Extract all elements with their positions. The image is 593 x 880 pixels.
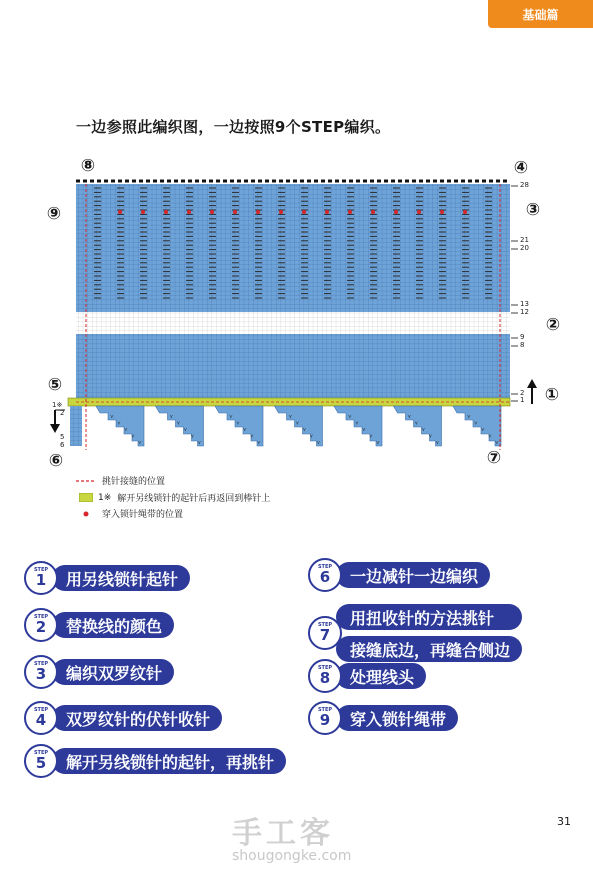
svg-text:⋎: ⋎: [467, 414, 471, 420]
step-badge: STEP 2: [24, 608, 58, 642]
knit-up-arrow: [527, 379, 537, 404]
svg-text:⋎: ⋎: [435, 440, 440, 446]
row-number: 8: [520, 341, 525, 349]
row-number: 20: [520, 244, 529, 252]
row-number: 2: [520, 389, 525, 397]
step-badge: STEP 7: [308, 616, 342, 650]
chart-marker-7: ⑦: [486, 448, 502, 468]
svg-text:⋎: ⋎: [169, 414, 174, 420]
row-number: 13: [520, 300, 529, 308]
chart-marker-8: ⑧: [80, 156, 96, 176]
step-label: 解开另线锁针的起针，再挑针: [52, 748, 286, 774]
knitting-chart: [0, 150, 593, 630]
chart-marker-4: ④: [513, 158, 529, 178]
step-label: 穿入锁针绳带: [336, 705, 458, 731]
section-tab: 基础篇: [488, 0, 593, 28]
legend-label: 穿入锁针绳带的位置: [102, 510, 184, 520]
step-badge: STEP 3: [24, 655, 58, 689]
svg-text:⋎: ⋎: [288, 414, 293, 420]
decrease-triangles: [96, 406, 501, 446]
step-badge: STEP 8: [308, 659, 342, 693]
step-1: [24, 561, 190, 595]
chart-marker-9: ⑨: [46, 204, 62, 224]
watermark-logo: 手工客: [232, 816, 334, 851]
svg-text:⋎: ⋎: [190, 433, 195, 440]
chart-marker-5: ⑤: [47, 375, 63, 395]
svg-text:⋎: ⋎: [257, 440, 261, 446]
svg-text:⋎: ⋎: [369, 433, 373, 440]
svg-text:⋎: ⋎: [474, 420, 478, 427]
svg-text:⋎: ⋎: [176, 420, 181, 427]
svg-text:⋎: ⋎: [488, 433, 492, 440]
svg-text:⋎: ⋎: [414, 420, 419, 427]
step-label: 用扭收针的方法挑针: [336, 604, 522, 630]
row-number: 1: [520, 396, 525, 404]
svg-text:⋎: ⋎: [197, 440, 202, 446]
svg-text:⋎: ⋎: [376, 440, 380, 446]
svg-text:⋎: ⋎: [495, 440, 499, 446]
step-badge: STEP 6: [308, 558, 342, 592]
svg-text:⋎: ⋎: [110, 414, 114, 420]
row-number-left: 5: [60, 433, 65, 441]
step-label-group: [336, 604, 522, 662]
step-9: [308, 701, 458, 735]
legend-provisional: [76, 491, 270, 504]
step-badge: STEP 4: [24, 701, 58, 735]
legend-label: 挑针接缝的位置: [102, 477, 166, 487]
row-number: 21: [520, 236, 529, 244]
chart-marker-1: ①: [544, 385, 560, 405]
svg-text:⋎: ⋎: [309, 433, 314, 440]
watermark-url: shougongke.com: [232, 848, 352, 864]
green-swatch-icon: [76, 493, 96, 502]
step-7: [308, 604, 522, 662]
step-label: 替换线的颜色: [52, 612, 174, 638]
step-6: [308, 558, 490, 592]
step-label: 处理线头: [336, 663, 426, 689]
svg-text:⋎: ⋎: [138, 440, 142, 446]
svg-text:⋎: ⋎: [407, 414, 412, 420]
step-badge: STEP 1: [24, 561, 58, 595]
svg-text:⋎: ⋎: [428, 433, 433, 440]
row-number: 28: [520, 181, 529, 189]
row-number-left: 6: [60, 441, 65, 449]
step-8: [308, 659, 426, 693]
svg-text:⋎: ⋎: [250, 433, 254, 440]
dashed-line-icon: [76, 479, 96, 483]
row-number-left: 2: [60, 409, 65, 417]
step-label: 一边减针一边编织: [336, 562, 490, 588]
legend-label: 解开另线锁针的起针后再返回到棒针上: [117, 494, 271, 504]
row-number-left: 1※: [52, 401, 63, 409]
step-label: 编织双罗纹针: [52, 659, 174, 685]
svg-text:⋎: ⋎: [131, 433, 135, 440]
svg-text:⋎: ⋎: [124, 427, 128, 433]
step-badge: STEP 9: [308, 701, 342, 735]
svg-text:⋎: ⋎: [348, 414, 352, 420]
page-heading: 一边参照此编织图，一边按照9个STEP编织。: [76, 118, 391, 136]
step-label: 双罗纹针的伏针收针: [52, 705, 222, 731]
svg-text:⋎: ⋎: [236, 420, 240, 427]
step-3: [24, 655, 174, 689]
legend-mark-text: 1※: [98, 492, 112, 503]
page-number: 31: [557, 815, 571, 828]
svg-text:⋎: ⋎: [183, 427, 188, 433]
svg-text:⋎: ⋎: [355, 420, 359, 427]
svg-text:⋎: ⋎: [295, 420, 300, 427]
row-number: 12: [520, 308, 529, 316]
step-4: [24, 701, 222, 735]
chart-marker-3: ③: [525, 200, 541, 220]
svg-text:⋎: ⋎: [481, 427, 485, 433]
row-number: 9: [520, 333, 525, 341]
legend-seam: [76, 474, 165, 487]
step-2: [24, 608, 174, 642]
chart-marker-6: ⑥: [48, 451, 64, 471]
svg-text:⋎: ⋎: [117, 420, 121, 427]
svg-text:⋎: ⋎: [229, 414, 233, 420]
svg-text:⋎: ⋎: [316, 440, 321, 446]
legend-drawstring: [76, 507, 183, 520]
red-dot-icon: [76, 511, 96, 517]
svg-text:⋎: ⋎: [421, 427, 426, 433]
svg-text:⋎: ⋎: [302, 427, 307, 433]
chart-marker-2: ②: [545, 315, 561, 335]
step-5: [24, 744, 286, 778]
svg-text:⋎: ⋎: [243, 427, 247, 433]
svg-text:⋎: ⋎: [362, 427, 366, 433]
step-badge: STEP 5: [24, 744, 58, 778]
step-label-2: 接缝底边，再缝合侧边: [336, 636, 522, 662]
step-label: 用另线锁针起针: [52, 565, 190, 591]
